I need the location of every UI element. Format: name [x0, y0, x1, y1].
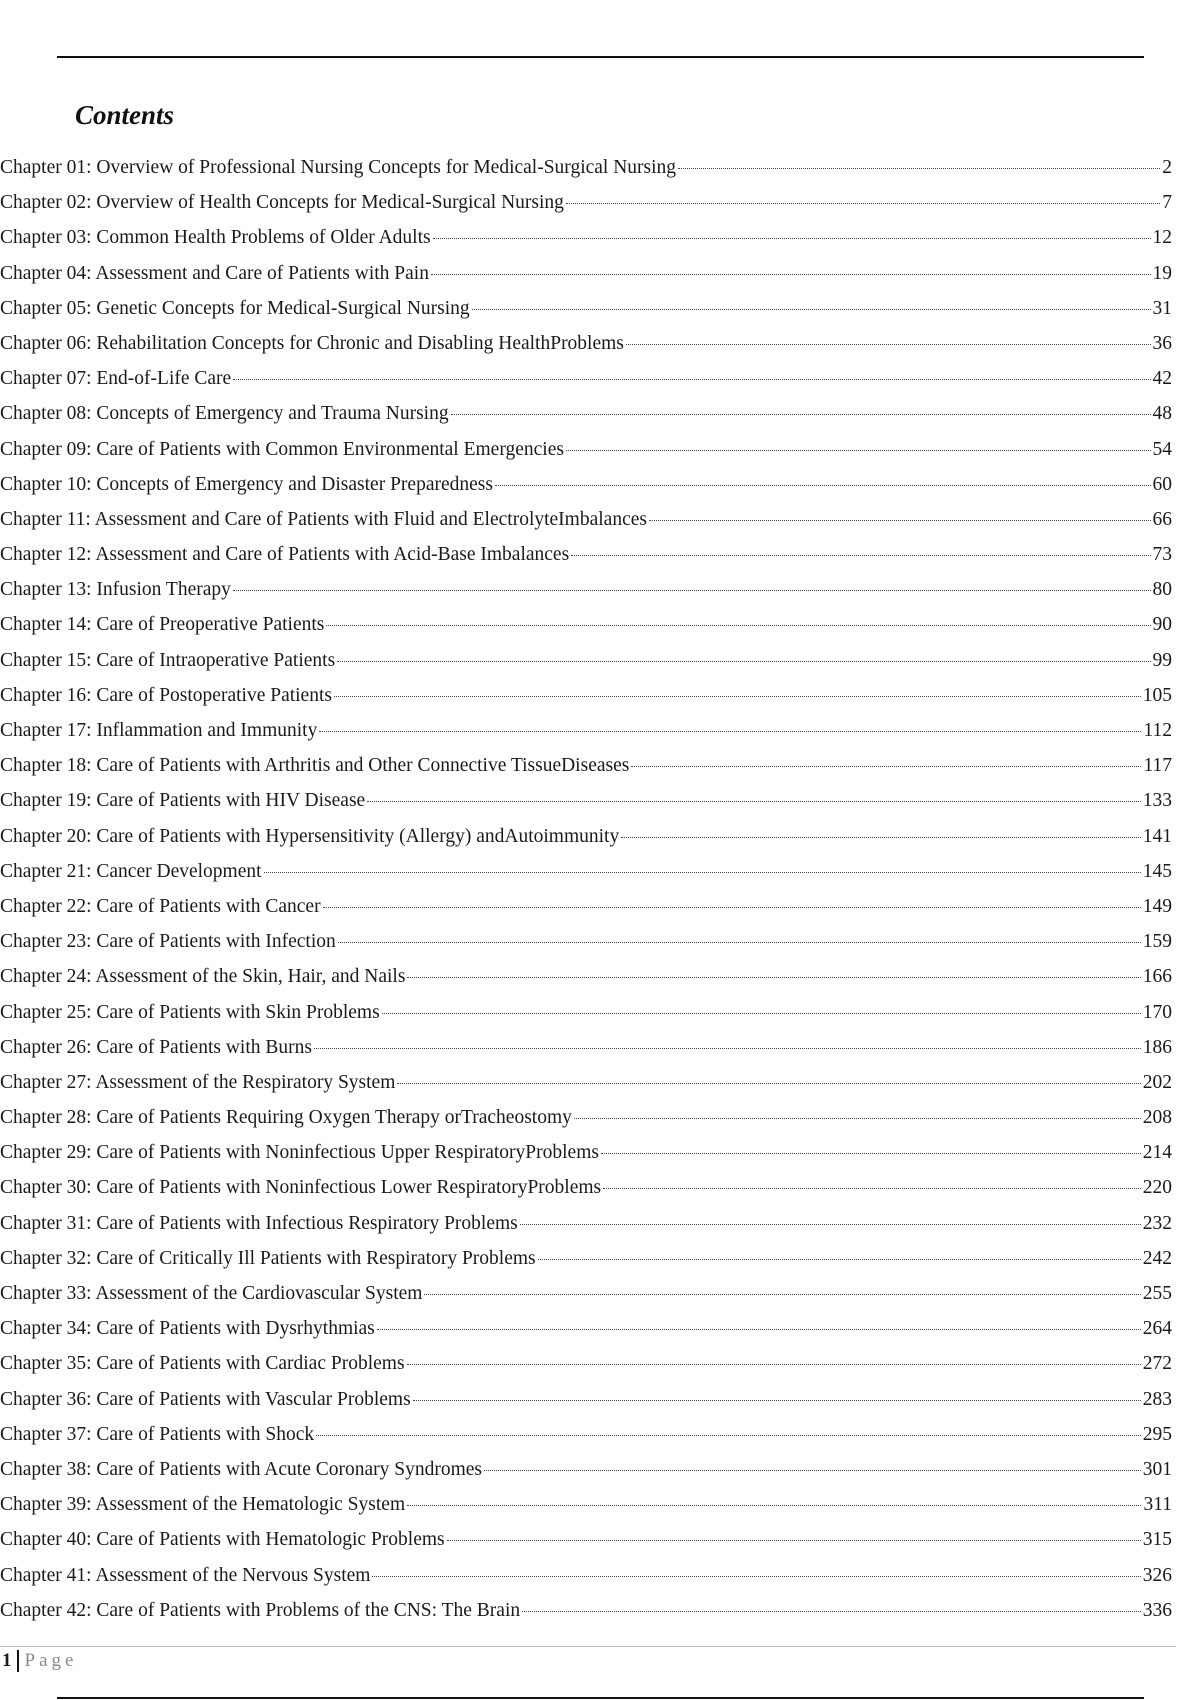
- dot-leader: [601, 1152, 1141, 1154]
- dot-leader: [233, 378, 1150, 380]
- toc-entry-title: Chapter 01: Overview of Professional Nursing Concepts for Medical-Surgical Nursing: [0, 157, 677, 178]
- toc-entry-title: Chapter 31: Care of Patients with Infectious Respiratory Problems: [0, 1212, 518, 1234]
- toc-entry-title: Chapter 24: Assessment of the Skin, Hair, and Nails: [0, 966, 406, 988]
- toc-entry-title: Chapter 16: Care of Postoperative Patients: [0, 684, 332, 706]
- dot-leader: [678, 167, 1160, 169]
- dot-leader: [472, 308, 1151, 310]
- toc-entry[interactable]: [0, 826, 1172, 861]
- toc-entry[interactable]: [0, 263, 1172, 298]
- toc-entry-page: 60: [1152, 473, 1172, 495]
- toc-entry[interactable]: [0, 896, 1172, 931]
- toc-entry[interactable]: [0, 1389, 1172, 1424]
- toc-entry-title: Chapter 32: Care of Critically Ill Patients with Respiratory Problems: [0, 1247, 536, 1269]
- toc-entry-page: 19: [1152, 262, 1172, 284]
- toc-entry-title: Chapter 33: Assessment of the Cardiovascular System: [0, 1283, 423, 1304]
- toc-entry-page: 186: [1142, 1036, 1172, 1058]
- toc-entry[interactable]: [0, 1529, 1172, 1564]
- toc-entry-title: Chapter 30: Care of Patients with Noninfectious Lower RespiratoryProblems: [0, 1177, 602, 1199]
- dot-leader: [382, 1012, 1141, 1014]
- toc-entry[interactable]: [0, 1177, 1172, 1212]
- toc-entry[interactable]: [0, 1283, 1172, 1318]
- toc-entry-title: Chapter 35: Care of Patients with Cardiac Problems: [0, 1353, 405, 1375]
- toc-entry-title: Chapter 15: Care of Intraoperative Patients: [0, 649, 336, 671]
- toc-entry-title: Chapter 02: Overview of Health Concepts for Medical-Surgical Nursing: [0, 192, 564, 214]
- toc-entry[interactable]: [0, 298, 1172, 333]
- toc-entry[interactable]: [0, 1213, 1172, 1248]
- toc-entry-page: 283: [1142, 1388, 1172, 1410]
- toc-entry-page: 133: [1142, 790, 1172, 812]
- dot-leader: [433, 237, 1151, 239]
- header-rule: [57, 56, 1144, 58]
- toc-entry-page: 73: [1152, 544, 1172, 566]
- toc-entry-title: Chapter 14: Care of Preoperative Patients: [0, 614, 325, 636]
- toc-entry-page: 255: [1142, 1283, 1172, 1304]
- toc-entry[interactable]: [0, 720, 1172, 755]
- toc-entry-page: 141: [1142, 825, 1172, 847]
- toc-entry[interactable]: [0, 1248, 1172, 1283]
- toc-entry[interactable]: [0, 368, 1172, 403]
- toc-entry-title: Chapter 28: Care of Patients Requiring Oxygen Therapy orTracheostomy: [0, 1107, 572, 1129]
- toc-entry[interactable]: [0, 509, 1172, 544]
- dot-leader: [407, 976, 1140, 978]
- toc-entry-title: Chapter 29: Care of Patients with Noninfectious Upper RespiratoryProblems: [0, 1142, 599, 1164]
- dot-leader: [574, 1117, 1141, 1119]
- toc-entry-title: Chapter 36: Care of Patients with Vascular Problems: [0, 1388, 411, 1410]
- toc-entry[interactable]: [0, 1318, 1172, 1353]
- page-label: Page: [24, 1650, 78, 1671]
- dot-leader: [413, 1399, 1141, 1401]
- toc-entry-title: Chapter 42: Care of Patients with Problems of the CNS: The Brain: [0, 1599, 521, 1621]
- toc-entry-title: Chapter 38: Care of Patients with Acute Coronary Syndromes: [0, 1458, 482, 1480]
- toc-entry[interactable]: [0, 1424, 1172, 1459]
- toc-entry[interactable]: [0, 650, 1172, 685]
- toc-entry-page: 208: [1142, 1107, 1172, 1129]
- toc-entry[interactable]: [0, 1072, 1172, 1107]
- table-of-contents: [0, 157, 1172, 1635]
- toc-entry[interactable]: [0, 614, 1172, 649]
- toc-entry[interactable]: [0, 1142, 1172, 1177]
- toc-entry-title: Chapter 12: Assessment and Care of Patients with Acid-Base Imbalances: [0, 544, 570, 566]
- dot-leader: [626, 343, 1151, 345]
- dot-leader: [407, 1363, 1141, 1365]
- toc-entry[interactable]: [0, 1353, 1172, 1388]
- toc-entry-title: Chapter 22: Care of Patients with Cancer: [0, 895, 321, 917]
- dot-leader: [316, 1434, 1141, 1436]
- toc-entry-title: Chapter 21: Cancer Development: [0, 860, 262, 882]
- toc-entry-page: 112: [1143, 720, 1172, 741]
- toc-entry-page: 232: [1142, 1212, 1172, 1234]
- toc-entry-page: 272: [1142, 1353, 1172, 1375]
- toc-entry-page: 105: [1142, 684, 1172, 706]
- dot-leader: [431, 273, 1151, 275]
- footer-rule: [0, 1646, 1176, 1647]
- toc-entry[interactable]: [0, 1565, 1172, 1600]
- toc-entry-page: 90: [1152, 614, 1172, 636]
- toc-entry-page: 220: [1142, 1177, 1172, 1199]
- toc-entry-page: 36: [1152, 332, 1172, 354]
- page-number: 1: [2, 1650, 12, 1671]
- toc-entry-title: Chapter 03: Common Health Problems of Older Adults: [0, 227, 431, 249]
- toc-entry-page: 54: [1152, 438, 1172, 460]
- toc-entry-page: 301: [1142, 1458, 1172, 1480]
- toc-entry-title: Chapter 08: Concepts of Emergency and Trauma Nursing: [0, 403, 449, 425]
- toc-entry-page: 7: [1162, 192, 1172, 214]
- toc-entry-title: Chapter 40: Care of Patients with Hematologic Problems: [0, 1529, 445, 1551]
- toc-entry[interactable]: [0, 755, 1172, 790]
- toc-entry-page: 12: [1152, 227, 1172, 249]
- toc-entry[interactable]: [0, 439, 1172, 474]
- dot-leader: [424, 1293, 1140, 1295]
- dot-leader: [326, 624, 1150, 626]
- dot-leader: [407, 1504, 1141, 1506]
- dot-leader: [334, 695, 1141, 697]
- dot-leader: [603, 1187, 1141, 1189]
- toc-entry[interactable]: [0, 1494, 1172, 1529]
- toc-entry-title: Chapter 11: Assessment and Care of Patients with Fluid and ElectrolyteImbalances: [0, 508, 647, 530]
- dot-leader: [484, 1469, 1141, 1471]
- toc-entry-page: 336: [1142, 1599, 1172, 1621]
- dot-leader: [319, 730, 1141, 732]
- dot-leader: [649, 519, 1151, 521]
- dot-leader: [571, 554, 1150, 556]
- toc-entry-page: 295: [1142, 1423, 1172, 1445]
- dot-leader: [520, 1223, 1141, 1225]
- toc-entry-title: Chapter 09: Care of Patients with Common Environmental Emergencies: [0, 438, 564, 460]
- dot-leader: [323, 906, 1141, 908]
- toc-entry-page: 99: [1152, 649, 1172, 671]
- toc-entry[interactable]: [0, 544, 1172, 579]
- dot-leader: [451, 413, 1151, 415]
- toc-entry[interactable]: [0, 227, 1172, 262]
- toc-entry-page: 66: [1152, 508, 1172, 530]
- toc-entry[interactable]: [0, 1037, 1172, 1072]
- contents-heading: Contents: [75, 100, 175, 130]
- toc-entry-page: 264: [1142, 1318, 1172, 1340]
- toc-entry-title: Chapter 25: Care of Patients with Skin Problems: [0, 1001, 380, 1023]
- toc-entry-page: 145: [1142, 860, 1172, 882]
- toc-entry-page: 311: [1143, 1494, 1172, 1516]
- toc-entry-page: 170: [1142, 1001, 1172, 1023]
- toc-entry-title: Chapter 19: Care of Patients with HIV Disease: [0, 790, 366, 812]
- dot-leader: [338, 941, 1141, 943]
- toc-entry-title: Chapter 20: Care of Patients with Hypersensitivity (Allergy) andAutoimmunity: [0, 825, 620, 847]
- dot-leader: [631, 765, 1141, 767]
- dot-leader: [538, 1258, 1141, 1260]
- toc-entry-title: Chapter 37: Care of Patients with Shock: [0, 1423, 315, 1445]
- toc-entry[interactable]: [0, 790, 1172, 825]
- toc-entry[interactable]: [0, 192, 1172, 227]
- toc-entry-page: 31: [1152, 297, 1172, 319]
- page-footer: [2, 1650, 77, 1672]
- toc-entry-page: 166: [1142, 966, 1172, 988]
- dot-leader: [377, 1328, 1141, 1330]
- toc-entry-title: Chapter 13: Infusion Therapy: [0, 579, 231, 601]
- toc-entry-title: Chapter 04: Assessment and Care of Patients with Pain: [0, 262, 429, 284]
- toc-entry-title: Chapter 26: Care of Patients with Burns: [0, 1036, 312, 1058]
- toc-entry[interactable]: [0, 931, 1172, 966]
- toc-entry-page: 2: [1162, 157, 1172, 178]
- toc-entry-title: Chapter 10: Concepts of Emergency and Disaster Preparedness: [0, 473, 493, 495]
- toc-entry-title: Chapter 27: Assessment of the Respiratory System: [0, 1071, 396, 1093]
- dot-leader: [372, 1575, 1140, 1577]
- toc-entry-title: Chapter 41: Assessment of the Nervous System: [0, 1564, 371, 1586]
- toc-entry-page: 315: [1142, 1529, 1172, 1551]
- toc-entry-page: 117: [1143, 755, 1172, 777]
- dot-leader: [314, 1047, 1141, 1049]
- toc-entry[interactable]: [0, 1459, 1172, 1494]
- toc-entry[interactable]: [0, 861, 1172, 896]
- toc-entry-title: Chapter 18: Care of Patients with Arthritis and Other Connective TissueDiseases: [0, 755, 630, 777]
- toc-entry-title: Chapter 06: Rehabilitation Concepts for Chronic and Disabling HealthProblems: [0, 332, 624, 354]
- toc-entry-page: 326: [1142, 1564, 1172, 1586]
- dot-leader: [522, 1610, 1141, 1612]
- toc-entry[interactable]: [0, 966, 1172, 1001]
- toc-entry-page: 202: [1142, 1071, 1172, 1093]
- toc-entry[interactable]: [0, 474, 1172, 509]
- toc-entry[interactable]: [0, 685, 1172, 720]
- toc-entry[interactable]: [0, 579, 1172, 614]
- dot-leader: [264, 871, 1141, 873]
- dot-leader: [621, 836, 1141, 838]
- toc-entry[interactable]: [0, 1600, 1172, 1635]
- toc-entry-page: 214: [1142, 1142, 1172, 1164]
- toc-entry-page: 159: [1142, 931, 1172, 953]
- toc-entry[interactable]: [0, 1002, 1172, 1037]
- toc-entry-title: Chapter 07: End-of-Life Care: [0, 368, 232, 390]
- dot-leader: [447, 1539, 1141, 1541]
- dot-leader: [566, 449, 1151, 451]
- toc-entry[interactable]: [0, 403, 1172, 438]
- toc-entry-title: Chapter 39: Assessment of the Hematologic System: [0, 1494, 406, 1516]
- dot-leader: [367, 800, 1141, 802]
- footer-separator: [17, 1650, 19, 1672]
- toc-entry-title: Chapter 17: Inflammation and Immunity: [0, 720, 318, 741]
- toc-entry-title: Chapter 05: Genetic Concepts for Medical-Surgical Nursing: [0, 297, 470, 319]
- dot-leader: [495, 484, 1151, 486]
- dot-leader: [337, 660, 1150, 662]
- toc-entry-page: 149: [1142, 895, 1172, 917]
- toc-entry-page: 42: [1152, 368, 1172, 390]
- bottom-rule: [57, 1697, 1144, 1699]
- toc-entry-page: 242: [1142, 1247, 1172, 1269]
- toc-entry-page: 48: [1152, 403, 1172, 425]
- dot-leader: [566, 202, 1160, 204]
- toc-entry-page: 80: [1152, 579, 1172, 601]
- toc-entry[interactable]: [0, 1107, 1172, 1142]
- toc-entry[interactable]: [0, 333, 1172, 368]
- toc-entry-title: Chapter 23: Care of Patients with Infection: [0, 931, 336, 953]
- toc-entry[interactable]: [0, 157, 1172, 192]
- dot-leader: [233, 589, 1151, 591]
- dot-leader: [397, 1082, 1140, 1084]
- toc-entry-title: Chapter 34: Care of Patients with Dysrhythmias: [0, 1318, 375, 1340]
